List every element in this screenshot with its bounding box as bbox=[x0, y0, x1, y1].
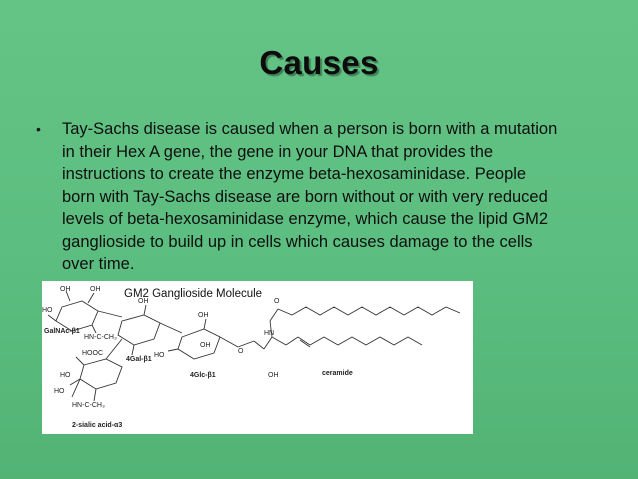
hooc-label: HOOC bbox=[82, 350, 103, 357]
o-label: O bbox=[274, 298, 280, 305]
galnac-label: GalNAc-β1 bbox=[44, 328, 80, 335]
molecule-figure bbox=[42, 281, 473, 434]
sialic-acid-ring bbox=[80, 359, 122, 389]
o-label: O bbox=[238, 348, 244, 355]
oh-label: OH bbox=[198, 312, 209, 319]
gal-ring bbox=[118, 315, 160, 345]
oh-label: OH bbox=[138, 298, 149, 305]
oh-label: OH bbox=[200, 342, 211, 349]
glc-ring bbox=[178, 329, 220, 359]
hn-label: HN bbox=[264, 330, 275, 337]
gal-label: 4Gal-β1 bbox=[126, 356, 152, 363]
bullet-text: Tay-Sachs disease is caused when a person is born with a mutation in their Hex A gene, the gene in your DNA that provides the instructions to create the enzyme beta-hexosaminidase. People born with Tay-Sachs disease are born without or with very reduced levels of beta-hexosaminidase enzyme, which cause the lipid GM2 ganglioside to build up in cells which causes damage to the cells over time. bbox=[62, 120, 558, 273]
ho-label: HO bbox=[54, 388, 65, 395]
galnac-ring bbox=[56, 301, 98, 331]
sialic-acid-label: 2-sialic acid-α3 bbox=[72, 422, 123, 429]
oh-label: OH bbox=[60, 286, 71, 293]
ceramide-label: ceramide bbox=[322, 370, 353, 377]
oh-label: OH bbox=[268, 372, 279, 379]
slide-title: Causes bbox=[259, 44, 379, 81]
glc-label: 4Glc-β1 bbox=[190, 372, 216, 379]
hn-acetyl-label: HN-C-CH₃ bbox=[72, 402, 105, 409]
oh-label: OH bbox=[90, 286, 101, 293]
ho-label: HO bbox=[42, 307, 53, 314]
molecule-structure-diagram bbox=[42, 281, 473, 434]
ho-label: HO bbox=[154, 352, 165, 359]
hn-acetyl-label: HN-C-CH₃ bbox=[84, 334, 117, 341]
figure-caption: GM2 Ganglioside Molecule bbox=[124, 288, 263, 300]
bullet-marker: • bbox=[36, 121, 41, 137]
ho-label: HO bbox=[60, 372, 71, 379]
